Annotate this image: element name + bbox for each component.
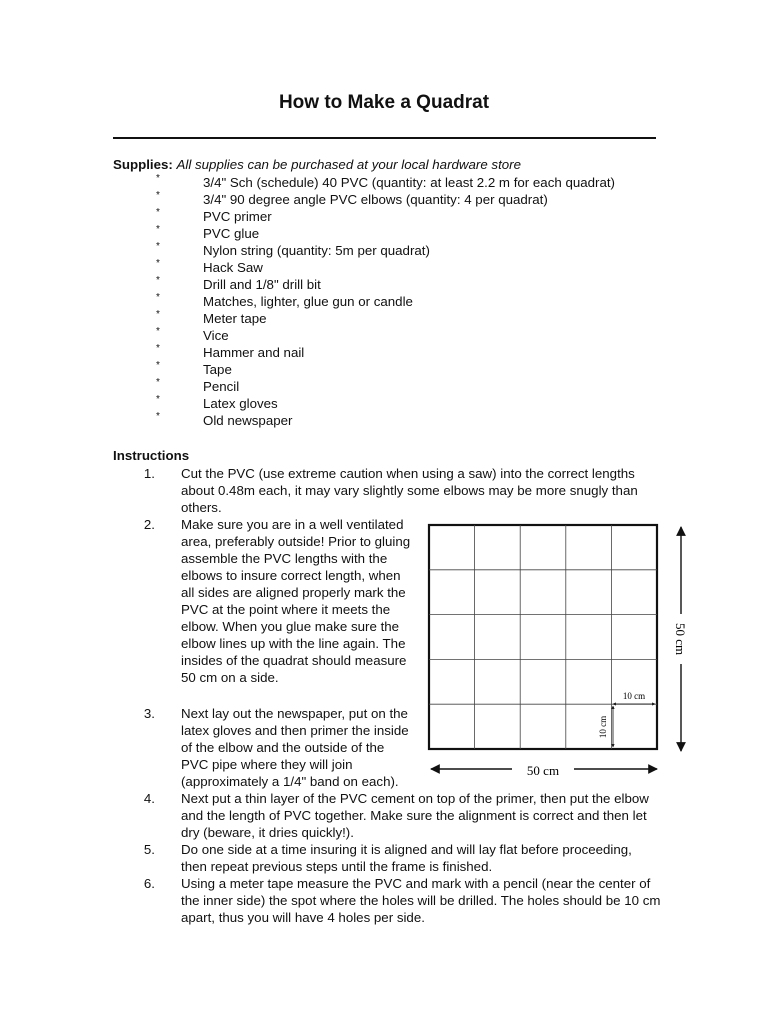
step-number: 1.: [143, 466, 155, 481]
supply-text: PVC primer: [203, 209, 272, 224]
supply-text: Pencil: [203, 379, 240, 394]
supply-text: Tape: [203, 362, 232, 377]
step-number: 6.: [143, 876, 155, 891]
bullet-icon: *: [156, 326, 160, 337]
step-number: 4.: [143, 791, 155, 806]
instruction-step: [143, 790, 661, 841]
step-text: Make sure you are in a well ventilated area, preferably outside! Prior to gluing assemble the PVC lengths with the elbows to insure correct length, when all sides are aligned properly mark the PVC at the point where it meets the elbow. When you glue make sure the elbow lines up with the line again. The insides of the quadrat should measure 50 cm on a side.: [181, 517, 411, 685]
list-item: [0, 362, 700, 379]
list-item: [0, 328, 700, 345]
list-item: [0, 226, 700, 243]
supply-text: 3/4" Sch (schedule) 40 PVC (quantity: at least 2.2 m for each quadrat): [203, 175, 615, 190]
list-item: [0, 209, 700, 226]
list-item: [0, 175, 700, 192]
step-text: Using a meter tape measure the PVC and mark with a pencil (near the center of the inner side) the spot where the holes will be drilled. The holes should be 10 cm apart, thus you will have 4 holes per side.: [181, 876, 661, 925]
step-text: Next put a thin layer of the PVC cement on top of the primer, then put the elbow and the length of PVC together. Make sure the alignment is correct and then let dry (beware, it dries quickly!).: [181, 791, 649, 840]
instruction-step: [143, 875, 661, 926]
bullet-icon: *: [156, 224, 160, 235]
list-item: [0, 192, 700, 209]
cell-width-label: 10 cm: [622, 691, 646, 701]
bullet-icon: *: [156, 241, 160, 252]
supplies-label: Supplies:: [113, 157, 173, 172]
list-item: [0, 311, 700, 328]
bullet-icon: *: [156, 394, 160, 405]
quadrat-diagram: [420, 515, 700, 785]
bullet-icon: *: [156, 207, 160, 218]
instruction-step: [143, 465, 661, 516]
step-number: 3.: [143, 706, 155, 721]
list-item: [0, 396, 700, 413]
list-item: [0, 294, 700, 311]
width-dimension-label: 50 cm: [526, 763, 560, 778]
list-item: [0, 243, 700, 260]
supply-text: Vice: [203, 328, 229, 343]
bullet-icon: *: [156, 377, 160, 388]
bullet-icon: *: [156, 258, 160, 269]
instruction-step: [143, 705, 415, 790]
list-item: [0, 379, 700, 396]
step-text: Next lay out the newspaper, put on the latex gloves and then primer the inside of the elbow and the outside of the PVC pipe where they will join (approximately a 1/4" band on each).: [181, 706, 409, 789]
supplies-note: All supplies can be purchased at your local hardware store: [176, 157, 521, 172]
instructions-heading: Instructions: [113, 448, 190, 463]
height-dimension-label: 50 cm: [673, 622, 688, 656]
quadrat-grid: [429, 525, 657, 749]
cell-height-label: 10 cm: [598, 715, 608, 739]
supply-text: Meter tape: [203, 311, 267, 326]
step-number: 5.: [143, 842, 155, 857]
page-title: How to Make a Quadrat: [278, 92, 490, 113]
bullet-icon: *: [156, 173, 160, 184]
step-text: Cut the PVC (use extreme caution when using a saw) into the correct lengths about 0.48m each, it may vary slightly some elbows may be more snugly than others.: [181, 466, 638, 515]
supply-text: Nylon string (quantity: 5m per quadrat): [203, 243, 430, 258]
supply-text: Latex gloves: [203, 396, 278, 411]
instruction-step: [143, 516, 415, 686]
supply-text: Hack Saw: [203, 260, 263, 275]
supplies-header: [113, 157, 521, 172]
step-number: 2.: [143, 517, 155, 532]
step-text: Do one side at a time insuring it is aligned and will lay flat before proceeding, then repeat previous steps until the frame is finished.: [181, 842, 632, 874]
list-item: [0, 345, 700, 362]
bullet-icon: *: [156, 292, 160, 303]
supply-text: Matches, lighter, glue gun or candle: [203, 294, 413, 309]
bullet-icon: *: [156, 309, 160, 320]
bullet-icon: *: [156, 343, 160, 354]
list-item: [0, 260, 700, 277]
title-divider: [113, 137, 656, 139]
supply-text: PVC glue: [203, 226, 260, 241]
bullet-icon: *: [156, 360, 160, 371]
supply-text: Hammer and nail: [203, 345, 305, 360]
supply-text: Drill and 1/8" drill bit: [203, 277, 321, 292]
supply-text: Old newspaper: [203, 413, 293, 428]
quadrat-frame: [429, 525, 657, 749]
bullet-icon: *: [156, 190, 160, 201]
instruction-step: [143, 841, 661, 875]
list-item: [0, 277, 700, 294]
supply-text: 3/4" 90 degree angle PVC elbows (quantity: 4 per quadrat): [203, 192, 548, 207]
bullet-icon: *: [156, 411, 160, 422]
list-item: [0, 413, 700, 430]
bullet-icon: *: [156, 275, 160, 286]
